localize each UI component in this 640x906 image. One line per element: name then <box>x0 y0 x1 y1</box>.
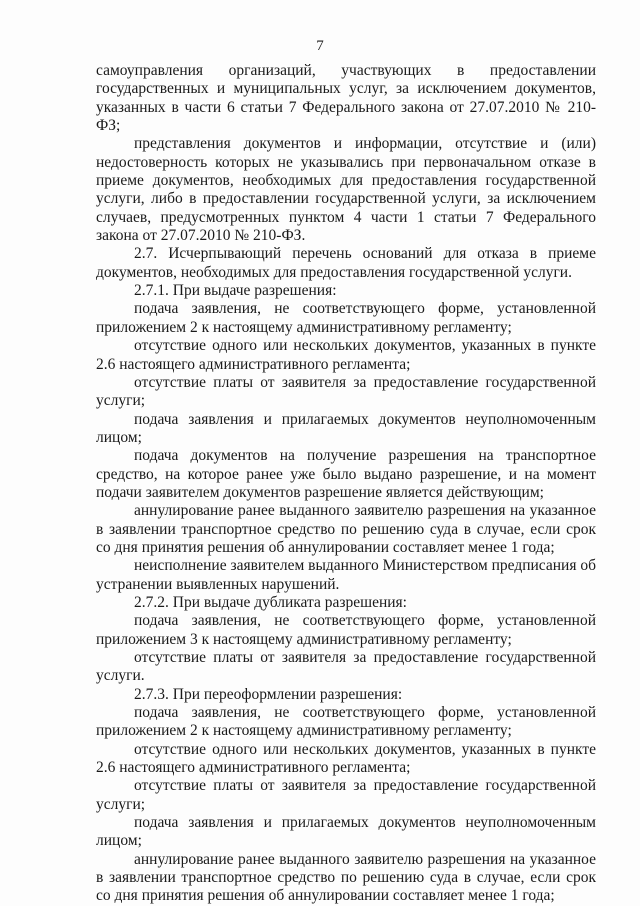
section-heading: 2.7.3. При переоформлении разрешения: <box>134 685 403 703</box>
paragraph: подача заявления, не соответствующего форме, установленной приложением 2 к настоящему административному регламенту; <box>96 704 596 740</box>
paragraph: подача заявления, не соответствующего форме, установленной приложением 3 к настоящему административному регламенту; <box>96 612 596 648</box>
page-number: 7 <box>316 38 324 54</box>
paragraph: аннулирование ранее выданного заявителю разрешения на указанное в заявлении транспортное средство по решению суда в случае, если срок со дня принятия решения об аннулировании составляет менее 1 года; <box>96 502 596 556</box>
section-heading: 2.7.2. При выдаче дубликата разрешения: <box>134 593 407 611</box>
paragraph: подача заявления и прилагаемых документов неуполномоченным лицом; <box>96 410 596 446</box>
paragraph: отсутствие платы от заявителя за предоставление государственной услуги; <box>96 777 596 813</box>
paragraph: отсутствие платы от заявителя за предоставление государственной услуги. <box>96 649 596 685</box>
paragraph: неисполнение заявителем выданного Министерством предписания об устранении выявленных нарушений. <box>96 557 596 593</box>
paragraph: подача заявления, не соответствующего форме, установленной приложением 2 к настоящему административному регламенту; <box>96 300 596 336</box>
document-body <box>96 62 596 906</box>
section-heading: 2.7.1. При выдаче разрешения: <box>134 282 337 300</box>
paragraph: подача документов на получение разрешения на транспортное средство, на которое ранее уже было выдано разрешение, и на момент подачи заявителем документов разрешение является действующим; <box>96 447 596 501</box>
paragraph: отсутствие одного или нескольких документов, указанных в пункте 2.6 настоящего административного регламента; <box>96 740 596 777</box>
paragraph: отсутствие одного или нескольких документов, указанных в пункте 2.6 настоящего административного регламента; <box>96 337 596 373</box>
paragraph: подача заявления и прилагаемых документов неуполномоченным лицом; <box>96 814 596 850</box>
paragraph: самоуправления организаций, участвующих в предоставлении государственных и муниципальных услуг, за исключением документов, указанных в части 6 статьи 7 Федерального закона от 27.07.2010 № 210-ФЗ; <box>96 62 596 135</box>
paragraph: отсутствие платы от заявителя за предоставление государственной услуги; <box>96 373 596 410</box>
paragraph: представления документов и информации, отсутствие и (или) недостоверность которых не указывались при первоначальном отказе в приеме документов, необходимых для предоставления государственной услуги, либо в предоставлении государственной услуги, за исключением случаев, предусмотренных пунктом 4 части 1 статьи 7 Федерального закона от 27.07.2010 № 210-ФЗ. <box>96 135 596 245</box>
paragraph: 2.7. Исчерпывающий перечень оснований для отказа в приеме документов, необходимых для предоставления государственной услуги. <box>96 245 596 281</box>
paragraph: аннулирование ранее выданного заявителю разрешения на указанное в заявлении транспортное средство по решению суда в случае, если срок со дня принятия решения об аннулировании составляет менее 1 года; <box>96 850 596 905</box>
